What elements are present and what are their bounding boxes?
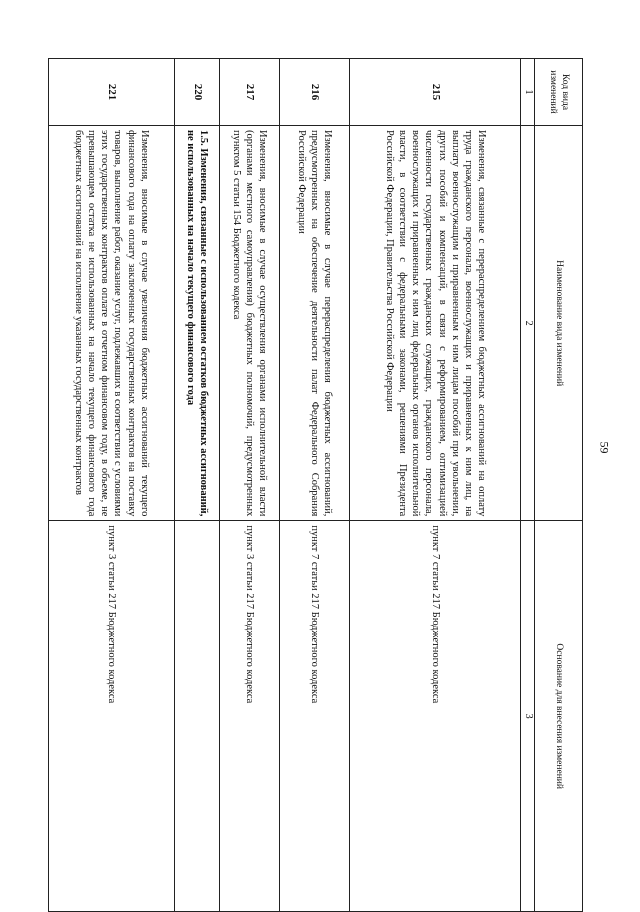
row-name: Изменения, вносимые в случае увеличения бюджетных ассигнований текущего финансового года на оплату заключенных государственных контрактов на поставку товаров, выполнение работ, оказание услуг, подлежавших в соответствии с условиями этих государственных контрактов оплате в отчетном финансовом году, в объеме, не превышающем остатка не использованных на начало текущего финансового года бюджетных ассигнований на исполнение указанных государственных контрактов <box>49 125 175 520</box>
column-number-row <box>521 59 535 912</box>
row-name: Изменения, вносимые в случае осуществления органами исполнительной власти (органами местного самоуправления) бюджетных полномочий, предусмотренных пунктом 5 статьи 154 Бюджетного кодекса <box>220 125 279 520</box>
table-row <box>279 59 350 912</box>
row-basis: пункт 7 статьи 217 Бюджетного кодекса <box>350 521 521 912</box>
table-row <box>49 59 175 912</box>
row-code: 215 <box>350 59 521 126</box>
row-name: 1.5. Изменения, связанные с использованием остатков бюджетных ассигнований, не использованных на начало текущего финансового года <box>174 125 220 520</box>
header-name: Наименование вида изменений <box>535 125 583 520</box>
table-row <box>174 59 220 912</box>
row-name: Изменения, связанные с перераспределением бюджетных ассигнований на оплату труда гражданского персонала, военнослужащих и приравненных к ним лиц, на выплату военнослужащим и приравненным к ним лицам пособий при увольнении, других пособий и компенсаций, в связи с реформированием, оптимизацией численности государственных гражданских служащих, гражданского персонала, военнослужащих и приравненных к ним лиц федеральных органов исполнительной власти, в соответствии с федеральными законами, решениями Президента Российской Федерации, Правительства Российской Федерации <box>350 125 521 520</box>
rotated-table-container <box>48 58 583 912</box>
column-number-3: 3 <box>521 521 535 912</box>
table-row <box>350 59 521 912</box>
header-basis: Основание для внесения изменений <box>535 521 583 912</box>
row-code: 216 <box>279 59 350 126</box>
row-name: Изменения, вносимые в случае перераспределения бюджетных ассигнований, предусмотренных на обеспечение деятельности палат Федерального Собрания Российской Федерации <box>279 125 350 520</box>
changes-table <box>48 58 583 912</box>
row-basis: пункт 7 статьи 217 Бюджетного кодекса <box>279 521 350 912</box>
page-number: 59 <box>597 441 612 454</box>
row-code: 217 <box>220 59 279 126</box>
row-basis: пункт 3 статьи 217 Бюджетного кодекса <box>49 521 175 912</box>
row-basis <box>174 521 220 912</box>
table-row <box>220 59 279 912</box>
header-row <box>535 59 583 912</box>
row-code: 220 <box>174 59 220 126</box>
column-number-1: 1 <box>521 59 535 126</box>
row-basis: пункт 3 статьи 217 Бюджетного кодекса <box>220 521 279 912</box>
row-code: 221 <box>49 59 175 126</box>
column-number-2: 2 <box>521 125 535 520</box>
header-code: Код вида изменений <box>535 59 583 126</box>
